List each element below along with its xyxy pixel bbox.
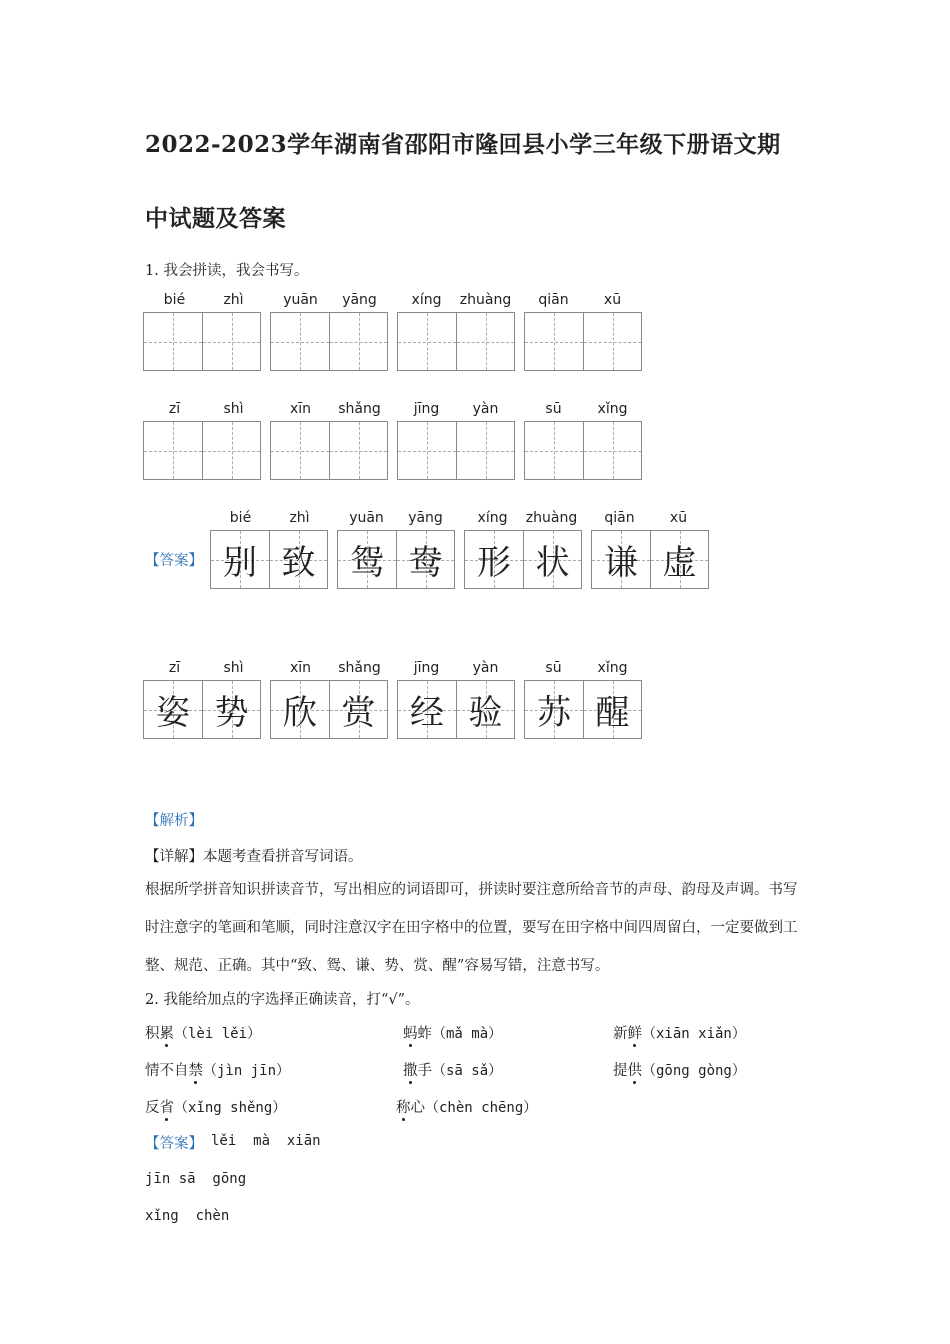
answer-pinyin-row-2 (145, 660, 705, 680)
pinyin: yāng (342, 292, 377, 308)
word-part: 心 (410, 1100, 425, 1116)
pinyin: zhì (289, 510, 310, 526)
tianzige-pair[interactable] (143, 312, 261, 371)
tianzige-pair[interactable] (270, 312, 388, 371)
pinyin-row-1 (145, 292, 705, 312)
tianzige-pair[interactable] (270, 421, 388, 480)
detail-text: 本题考查看拼音写词语。 (203, 849, 363, 865)
pinyin: zhuàng (525, 510, 578, 526)
word-part: 蚱 (417, 1026, 432, 1042)
option-item (145, 1059, 290, 1080)
dotted-char: 省 (159, 1100, 174, 1116)
option-item (145, 1096, 286, 1117)
tianzige-pair (143, 680, 261, 739)
pinyin: shì (223, 401, 244, 417)
answer-line-1: lěi mà xiān (211, 1133, 321, 1149)
word-part: 提 (613, 1063, 628, 1079)
answer-char: 致 (281, 543, 316, 583)
pinyin: yàn (472, 660, 499, 676)
answer-char: 苏 (537, 693, 571, 733)
pinyin: yuān (349, 510, 384, 526)
pinyin: xū (603, 292, 622, 308)
dotted-char: 鲜 (627, 1026, 642, 1042)
detail-tag: 【详解】 (145, 849, 203, 865)
answer-char: 鸳 (350, 543, 384, 583)
pinyin: zī (168, 401, 181, 417)
word-part: 积 (145, 1026, 160, 1042)
answer-line-2: jīn sā gōng (145, 1171, 247, 1187)
dotted-char: 称 (396, 1100, 411, 1116)
pinyin: shì (223, 660, 244, 676)
option-item (613, 1022, 746, 1043)
tianzige-pair (591, 530, 709, 589)
question-1-prompt: 1. 我会拼读，我会书写。 (145, 263, 309, 279)
dotted-char: 撒 (403, 1063, 418, 1079)
option-item (403, 1022, 502, 1043)
pinyin: zī (168, 660, 181, 676)
pinyin: zhuàng (459, 292, 512, 308)
option-item (145, 1022, 261, 1043)
answer-line-3: xǐng chèn (145, 1208, 230, 1224)
pinyin: sū (545, 660, 562, 676)
answer-char: 谦 (604, 543, 638, 583)
word-part: 反 (145, 1100, 160, 1116)
answer-char: 虚 (662, 543, 697, 583)
answer-char: 势 (214, 693, 249, 733)
tianzige-pair[interactable] (397, 312, 515, 371)
pinyin: bié (163, 292, 186, 308)
pinyin: yuān (283, 292, 318, 308)
tianzige-pair (210, 530, 328, 589)
pinyin: xīn (289, 660, 312, 676)
pinyin: shǎng (338, 401, 381, 417)
pinyin: jīng (413, 401, 440, 417)
dotted-char: 累 (159, 1026, 174, 1042)
tianzige-pair (397, 680, 515, 739)
word-part: 新 (613, 1026, 628, 1042)
pinyin-choices[interactable]: （sā sǎ） (432, 1063, 503, 1079)
pinyin-choices[interactable]: （jìn jīn） (203, 1063, 291, 1079)
answer-char: 赏 (341, 693, 376, 733)
tianzige-pair[interactable] (397, 421, 515, 480)
pinyin: xǐng (597, 660, 628, 676)
option-item (403, 1059, 502, 1080)
pinyin: xū (669, 510, 688, 526)
page-title-line2: 中试题及答案 (145, 205, 286, 232)
page-title-line1: 2022-2023学年湖南省邵阳市隆回县小学三年级下册语文期 (145, 131, 781, 158)
pinyin: zhì (223, 292, 244, 308)
question-2-prompt: 2. 我能给加点的字选择正确读音，打“√”。 (145, 992, 420, 1008)
answer-pinyin-row-1 (211, 510, 771, 530)
tianzige-pair (270, 680, 388, 739)
tianzige-pair (337, 530, 455, 589)
pinyin-row-2 (145, 401, 705, 421)
answer-char: 鸯 (408, 543, 443, 583)
pinyin-choices[interactable]: （gōng gòng） (642, 1063, 746, 1079)
option-item (613, 1059, 746, 1080)
answer-char: 醒 (595, 693, 630, 733)
pinyin: xīn (289, 401, 312, 417)
dotted-char: 供 (627, 1063, 642, 1079)
answer-char: 欣 (283, 693, 317, 733)
answer-char: 别 (223, 543, 257, 583)
explanation-text: 根据所学拼音知识拼读音节，写出相应的词语即可，拼读时要注意所给音节的声母、韵母及声调。书写时注意字的笔画和笔顺，同时注意汉字在田字格中的位置，要写在田字格中间四周留白，一定要做到工整、规范、正确。其中“致、鸳、谦、势、赏、醒”容易写错，注意书写。 (145, 882, 798, 974)
tianzige-pair[interactable] (524, 312, 642, 371)
pinyin: yàn (472, 401, 499, 417)
pinyin: qiān (604, 510, 635, 526)
detail-line (145, 845, 363, 866)
option-item (396, 1096, 537, 1117)
answer-char: 状 (535, 543, 570, 583)
pinyin: yāng (408, 510, 443, 526)
pinyin-choices[interactable]: （mǎ mà） (432, 1026, 503, 1042)
pinyin-choices[interactable]: （xǐng shěng） (174, 1100, 287, 1116)
answer-char: 形 (477, 543, 511, 583)
pinyin: jīng (413, 660, 440, 676)
pinyin: xǐng (597, 401, 628, 417)
tianzige-pair[interactable] (524, 421, 642, 480)
pinyin: xíng (411, 292, 442, 308)
tianzige-pair[interactable] (143, 421, 261, 480)
pinyin-choices[interactable]: （lèi lěi） (174, 1026, 262, 1042)
pinyin-choices[interactable]: （xiān xiǎn） (642, 1026, 746, 1042)
analysis-tag: 【解析】 (145, 813, 203, 829)
pinyin: qiān (538, 292, 569, 308)
dotted-char: 蚂 (403, 1026, 418, 1042)
answer-char: 验 (468, 693, 503, 733)
answer-char: 经 (410, 693, 444, 733)
tianzige-pair (464, 530, 582, 589)
answer-tag: 【答案】 (145, 1136, 203, 1152)
tianzige-pair (524, 680, 642, 739)
answer-tag: 【答案】 (145, 553, 203, 569)
pinyin: bié (229, 510, 252, 526)
pinyin: shǎng (338, 660, 381, 676)
pinyin: sū (545, 401, 562, 417)
pinyin: xíng (477, 510, 508, 526)
answer-char: 姿 (156, 693, 190, 733)
pinyin-choices[interactable]: （chèn chēng） (425, 1100, 538, 1116)
word-part: 手 (417, 1063, 432, 1079)
dotted-char: 禁 (188, 1063, 203, 1079)
word-part: 情不自 (145, 1063, 189, 1079)
